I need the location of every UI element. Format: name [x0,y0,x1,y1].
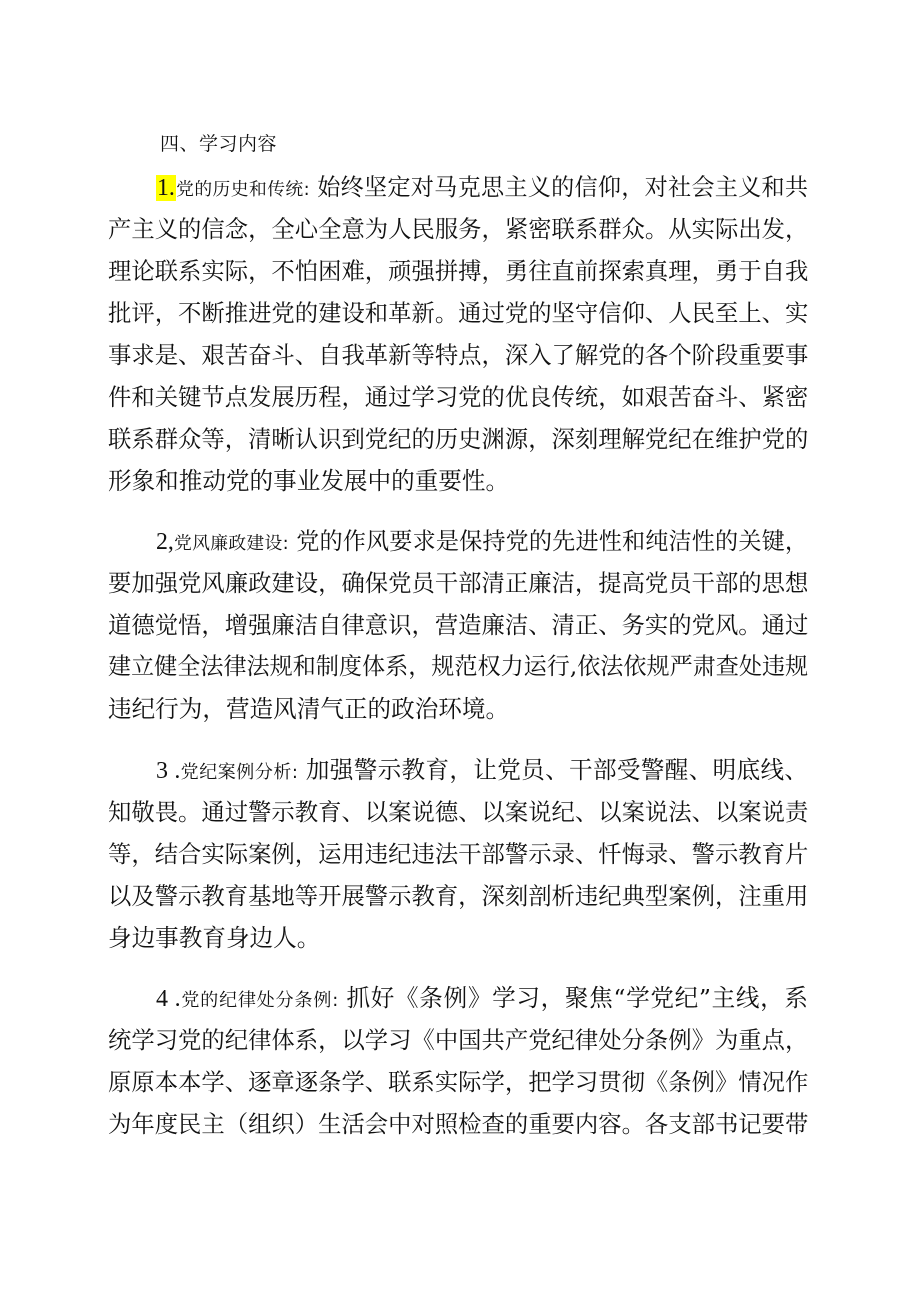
text-line: 事求是、艰苦奋斗、自我革新等特点，深入了解党的各个阶段重要事 [108,341,809,369]
text-line: 批评，不断推进党的建设和革新。通过党的坚守信仰、人民至上、实 [108,299,809,327]
text-line: 形象和推动党的事业发展中的重要性。 [108,467,510,495]
item-text: 加强警示教育，让党员、干部受警醒、明底线、 [305,756,809,784]
text-line: 产主义的信念，全心全意为人民服务，紧密联系群众。从实际出发， [108,215,809,243]
item-heading: 党风廉政建设 [173,533,283,554]
text-line: 要加强党风廉政建设，确保党员干部清正廉洁，提高党员干部的思想 [108,569,809,597]
text-line: 原原本本学、逐章逐条学、联系实际学，把学习贯彻《条例》情况作 [108,1068,809,1096]
text-line: 件和关键节点发展历程，通过学习党的优良传统，如艰苦奋斗、紧密 [108,383,809,411]
item-separator: : [332,990,339,1011]
item-1-first-line [156,167,808,207]
text-line: 知敬畏。通过警示教育、以案说德、以案说纪、以案说法、以案说责 [108,798,809,826]
text-line: 理论联系实际，不怕困难，顽强拼搏，勇往直前探索真理，勇于自我 [108,257,809,285]
item-text: 抓好《条例》学习，聚焦“学党纪”主线，系 [346,984,809,1012]
text-line: 道德觉悟，增强廉洁自律意识，营造廉洁、清正、务实的党风。通过 [108,611,809,639]
item-heading: 党纪案例分析 [180,762,292,783]
item-number: 1. [157,175,175,201]
item-heading: 党的历史和传统 [175,179,304,200]
text-line: 违纪行为，营造风清气正的政治环境。 [108,695,510,723]
item-heading: 党的纪律处分条例 [180,990,333,1011]
item-separator: : [282,533,289,554]
text-line: 统学习党的纪律体系，以学习《中国共产党纪律处分条例》为重点， [108,1026,809,1054]
text-line: 以及警示教育基地等开展警示教育，深刻剖析违纪典型案例，注重用 [108,882,809,910]
item-4-first-line [156,978,808,1018]
item-3-first-line [156,750,808,790]
text-line: 等，结合实际案例，运用违纪违法干部警示录、忏悔录、警示教育片 [108,840,809,868]
item-number: 3 . [156,758,181,784]
text-line: 身边事教育身边人。 [108,924,321,952]
item-separator: : [303,179,310,200]
item-number: 2, [156,529,174,555]
section-title: 四、学习内容 [160,133,278,155]
item-separator: : [291,762,298,783]
item-text: 始终坚定对马克思主义的信仰，对社会主义和共 [317,175,808,201]
item-2-first-line [156,521,808,561]
text-line: 建立健全法律法规和制度体系，规范权力运行,依法依规严肃查处违规 [108,654,809,680]
text-line: 为年度民主（组织）生活会中对照检查的重要内容。各支部书记要带 [108,1110,809,1138]
text-line: 联系群众等，清晰认识到党纪的历史渊源，深刻理解党纪在维护党的 [108,425,809,453]
item-number: 4 . [156,986,181,1012]
item-text: 党的作风要求是保持党的先进性和纯洁性的关键， [296,529,809,555]
